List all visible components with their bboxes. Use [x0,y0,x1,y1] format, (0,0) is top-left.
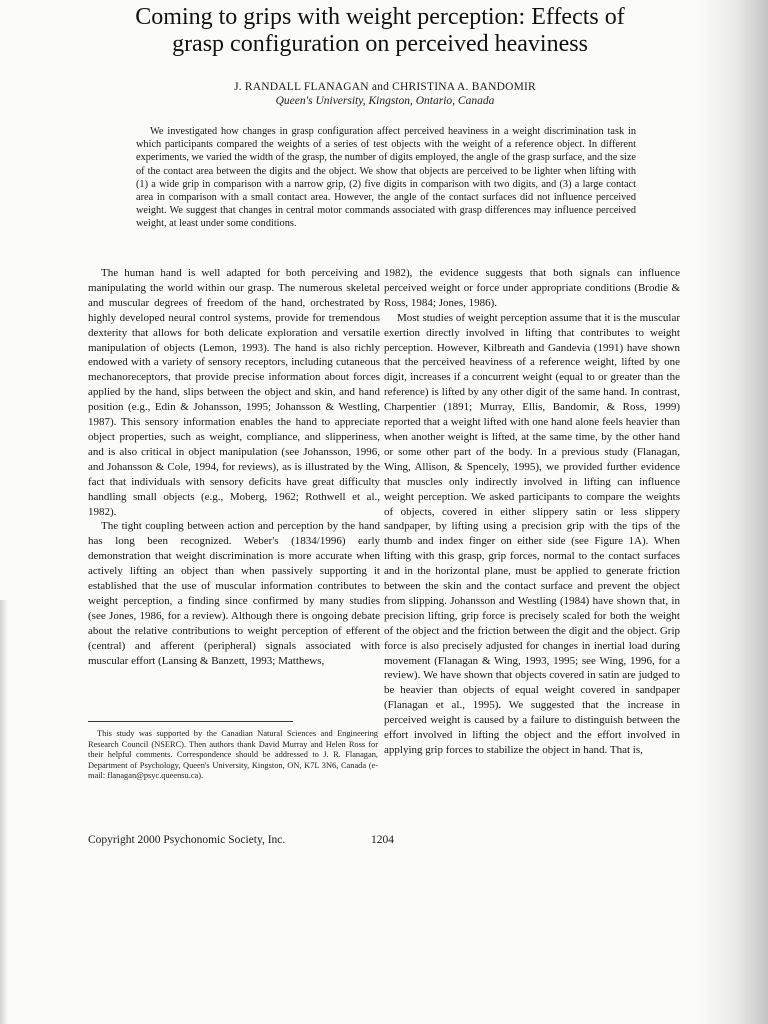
title-line-2: grasp configuration on perceived heaviness [172,31,588,57]
body-paragraph: Most studies of weight perception assume that it is the muscular exertion directly involved in lifting that contributes to weight perception. However, Kilbreath and Gandevia (1991) have shown that the perceived heaviness of a reference weight, lifted by one digit, increases if a concurrent weight (equal to or greater than the reference) is lifted by any other digit of the same hand. In contrast, Charpentier (1891; Murray, Ellis, Bandomir, & Ross, 1999) reported that a weight lifted with one hand alone feels heavier than when another weight is lifted, at the same time, by the other hand or some other part of the body. In a previous study (Flanagan, Wing, Allison, & Spencely, 1995), we provided further evidence that muscles only indirectly involved in lifting can influence weight perception. We asked participants to compare the weights of objects, covered in either slippery satin or less slippery sandpaper, by lifting using a precision grip with the tips of the thumb and index finger on either side (see Figure 1A). When lifting with this grasp, grip forces, normal to the contact surfaces and in the horizontal plane, must be applied to generate friction between the skin and the contact surface and prevent the object from slipping. Johansson and Westling (1984) have shown that, in precision lifting, grip force is precisely scaled for both the weight of the object and the friction between the digit and the object. Grip force is also precisely adjusted for changes in inertial load during movement (Flanagan & Wing, 1993, 1995; see Wing, 1996, for a review). We have shown that objects covered in satin are judged to be heavier than objects of equal weight covered in sandpaper (Flanagan et al., 1995). We suggested that the increase in perceived weight is caused by a failure to distinguish between the effort involved in lifting the object and the effort involved in applying grip forces to stabilize the object in hand. That is, [384,311,680,756]
copyright-notice: Copyright 2000 Psychonomic Society, Inc. [88,834,286,846]
author-affiliation: Queen's University, Kingston, Ontario, Canada [275,95,495,107]
abstract: We investigated how changes in grasp configuration affect perceived heaviness in a weight discrimination task in which participants compared the weights of a series of test objects with the weight of a reference object. In different experiments, we varied the width of the grasp, the number of digits employed, the angle of the grasp surface, and the size of the contact area between the digits and the object. We show that objects are perceived to be lighter when lifting with (1) a wide grip in comparison with a narrow grip, (2) five digits in comparison with two digits, and (3) a large contact area in comparison with a small contact area. However, the angle of the contact surfaces did not influence perceived weight. We suggest that changes in central motor commands associated with grasp differences may influence perceived weight, at least under some conditions. [136,126,636,230]
footnote-divider [88,721,293,722]
body-paragraph: The human hand is well adapted for both perceiving and manipulating the world within our grasp. The numerous skeletal and muscular degrees of freedom of the hand, orchestrated by highly developed neural control systems, provide for tremendous dexterity that allows for both delicate exploration and versatile manipulation of objects (Lemon, 1993). The hand is also richly endowed with a variety of sensory receptors, including cutaneous mechanoreceptors, that provide precise information about forces applied by the hand, slips between the object and skin, and hand position (e.g., Edin & Johansson, 1995; Johansson & Westling, 1987). This sensory information enables the hand to appreciate object properties, such as weight, compliance, and slipperiness, and is also critical in object manipulation (see Johansson, 1996, and Johansson & Cole, 1994, for reviews), as is illustrated by the fact that individuals with sensory deficits have great difficulty handling small objects (e.g., Moberg, 1962; Rothwell et al., 1982). [88,267,380,518]
scan-shadow-right [698,0,768,1024]
article-title [100,4,660,58]
body-paragraph: The tight coupling between action and perception by the hand has long been recognized. Weber's (1834/1996) early demonstration that weight discrimination is more accurate when actively lifting an object than when passively supporting it established that the use of muscular information contributes to weight perception, a finding since confirmed by many studies (see Jones, 1986, for a review). Although there is ongoing debate about the relative contributions to weight perception of efferent (central) and afferent (peripheral) signals associated with muscular effort (Lansing & Banzett, 1993; Matthews, [88,520,380,667]
body-column-left [88,266,380,668]
body-column-right [384,266,680,758]
scan-shadow-left [0,600,8,1024]
author-names: J. RANDALL FLANAGAN and CHRISTINA A. BANDOMIR [234,81,536,93]
body-paragraph: 1982), the evidence suggests that both signals can influence perceived weight or force under appropriate conditions (Brodie & Ross, 1984; Jones, 1986). [384,267,680,309]
footnote: This study was supported by the Canadian Natural Sciences and Engineering Research Council (NSERC). Then authors thank David Murray and Helen Ross for their helpful comments. Correspondence should be addressed to J. R. Flanagan, Department of Psychology, Queen's University, Kingston, ON, K7L 3N6, Canada (e-mail: flanagan@psyc.queensu.ca). [88,729,378,781]
title-line-1: Coming to grips with weight perception: Effects of [135,4,625,30]
page-number: 1204 [371,834,394,846]
